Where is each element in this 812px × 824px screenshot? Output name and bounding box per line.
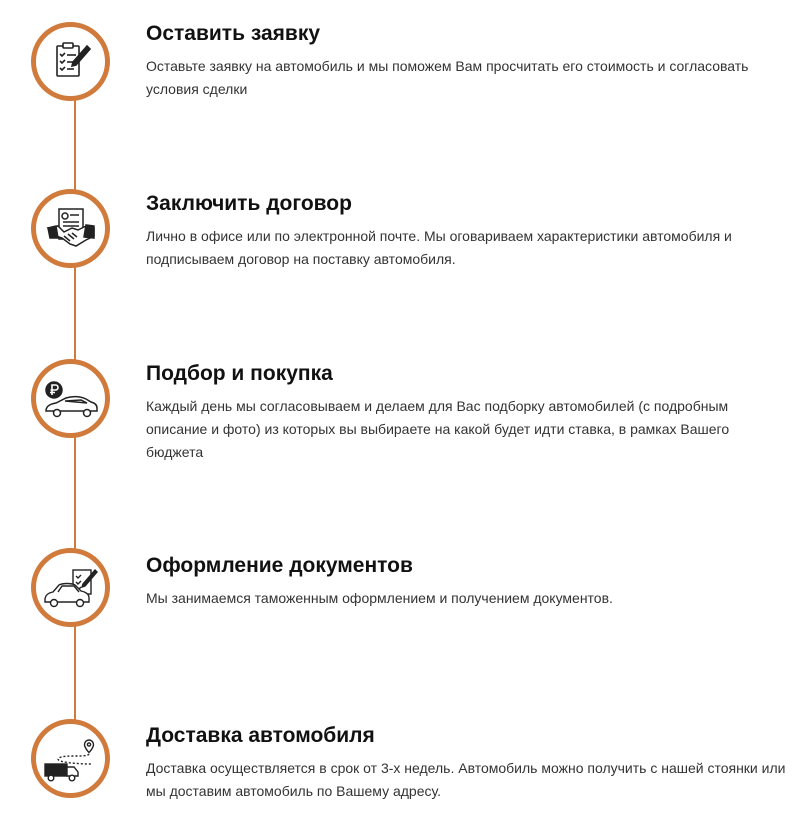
step-description: Доставка осуществляется в срок от 3-х недель. Автомобиль можно получить с нашей стоянки или мы доставим автомобиль по Вашему адресу. (146, 760, 786, 799)
step-icon-circle (31, 548, 110, 627)
step-icon-circle (31, 22, 110, 101)
step-title: Заключить договор (146, 192, 352, 215)
car-ruble-icon (43, 379, 99, 419)
step-description: Мы занимаемся таможенным оформлением и получением документов. (146, 590, 613, 606)
step-title: Оформление документов (146, 554, 413, 577)
step-icon-circle (31, 359, 110, 438)
truck-route-icon (43, 736, 99, 782)
step-description: Лично в офисе или по электронной почте. Мы оговариваем характеристики автомобиля и подписываем договор на поставку автомобиля. (146, 228, 732, 267)
step-title: Оставить заявку (146, 22, 321, 45)
step-description: Каждый день мы согласовываем и делаем для Вас подборку автомобилей (с подробным описание и фото) из которых вы выбираете на какой будет идти ставка, в рамках Вашего бюджета (146, 398, 730, 460)
step-icon-circle (31, 719, 110, 798)
step-title: Подбор и покупка (146, 362, 333, 385)
step-description: Оставьте заявку на автомобиль и мы поможем Вам просчитать его стоимость и согласовать условия сделки (146, 58, 749, 97)
car-document-icon (43, 566, 99, 610)
handshake-contract-icon (46, 206, 96, 252)
step-title: Доставка автомобиля (146, 724, 375, 747)
step-icon-circle (31, 189, 110, 268)
form-pen-icon (49, 40, 93, 84)
